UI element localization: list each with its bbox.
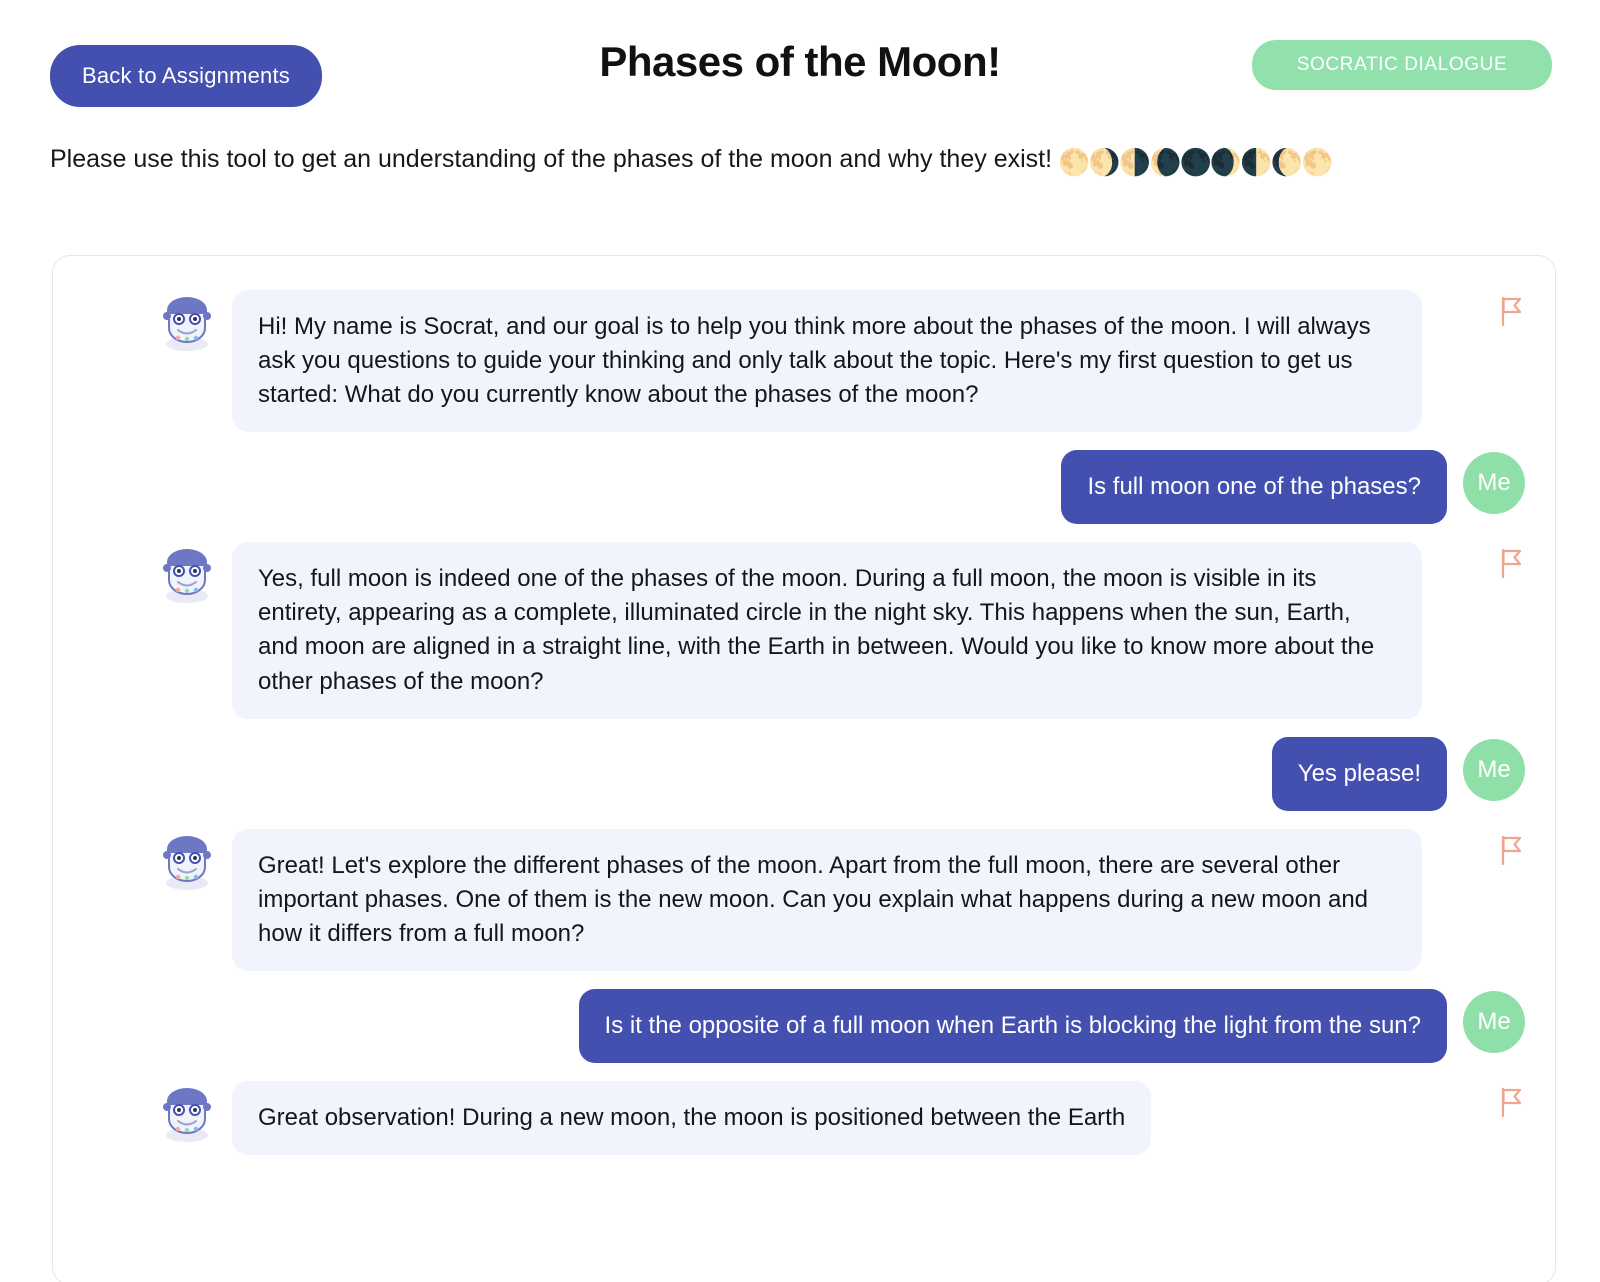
bot-message-bubble: Hi! My name is Socrat, and our goal is to help you think more about the phases of the moon. I will always ask you questions to guide your thinking and only talk about the topic. Here's my first question to get us started: What do you currently know about the phases of the moon? <box>232 290 1422 432</box>
status-badge: SOCRATIC DIALOGUE <box>1252 40 1552 90</box>
bot-message-row <box>53 290 1555 432</box>
moon-phases-icon: 🌕🌖🌗🌘🌑🌒🌓🌔🌕 <box>1058 147 1332 177</box>
bot-message-bubble: Great observation! During a new moon, the moon is positioned between the Earth <box>232 1081 1151 1155</box>
subtitle-text: Please use this tool to get an understanding of the phases of the moon and why they exist! <box>50 145 1053 173</box>
user-message-bubble: Is full moon one of the phases? <box>1061 450 1447 524</box>
robot-avatar-icon <box>158 546 216 604</box>
flag-icon[interactable] <box>1499 296 1525 326</box>
back-to-assignments-button[interactable]: Back to Assignments <box>50 45 322 107</box>
page-title: Phases of the Moon! <box>599 38 1001 85</box>
user-avatar: Me <box>1463 991 1525 1053</box>
bot-message-bubble: Yes, full moon is indeed one of the phases of the moon. During a full moon, the moon is visible in its entirety, appearing as a complete, illuminated circle in the night sky. This happens when the sun, Earth, and moon are aligned in a straight line, with the Earth in between. Would you like to know more about the other phases of the moon? <box>232 542 1422 718</box>
page-subtitle <box>50 145 1331 178</box>
message-list <box>53 290 1555 1155</box>
chat-panel[interactable] <box>52 255 1556 1282</box>
user-message-bubble: Yes please! <box>1272 737 1447 811</box>
user-message-bubble: Is it the opposite of a full moon when Earth is blocking the light from the sun? <box>579 989 1447 1063</box>
user-avatar: Me <box>1463 452 1525 514</box>
page-header <box>0 0 1600 140</box>
user-message-row <box>53 450 1555 524</box>
flag-icon[interactable] <box>1499 548 1525 578</box>
bot-message-row <box>53 1081 1555 1155</box>
user-avatar: Me <box>1463 739 1525 801</box>
robot-avatar-icon <box>158 294 216 352</box>
robot-avatar-icon <box>158 1085 216 1143</box>
bot-message-bubble: Great! Let's explore the different phases of the moon. Apart from the full moon, there are several other important phases. One of them is the new moon. Can you explain what happens during a new moon and how it differs from a full moon? <box>232 829 1422 971</box>
bot-message-row <box>53 542 1555 718</box>
user-message-row <box>53 989 1555 1063</box>
bot-message-row <box>53 829 1555 971</box>
flag-icon[interactable] <box>1499 1087 1525 1117</box>
flag-icon[interactable] <box>1499 835 1525 865</box>
robot-avatar-icon <box>158 833 216 891</box>
user-message-row <box>53 737 1555 811</box>
